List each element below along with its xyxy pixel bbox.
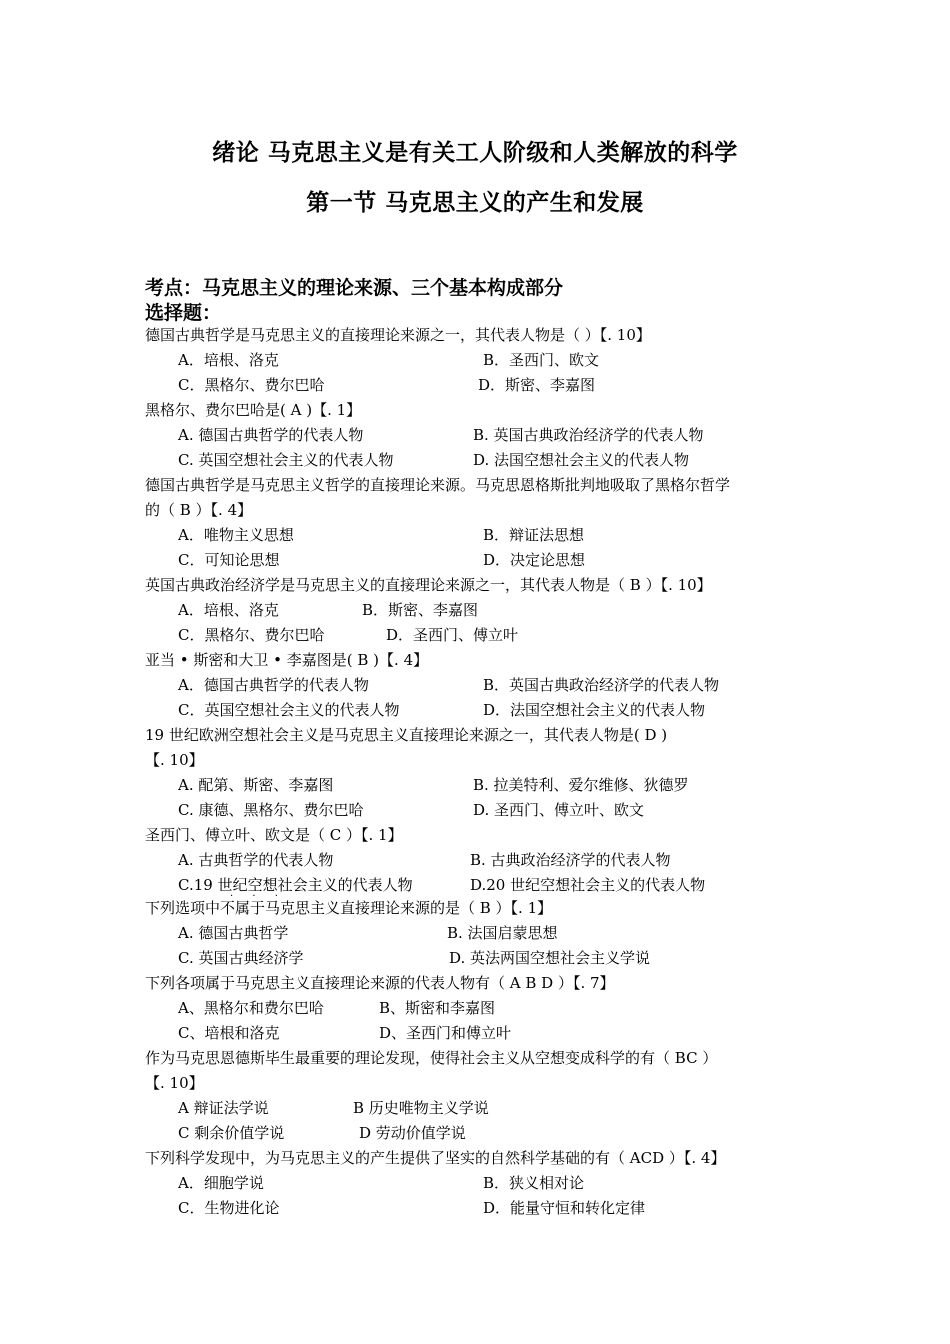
question-stem: 下列各项属于马克思主义直接理论来源的代表人物有（ A B D ）【. 7】 bbox=[145, 974, 615, 992]
question-stem: 下列科学发现中，为马克思主义的产生提供了坚实的自然科学基础的有（ ACD ）【. 4】 bbox=[145, 1149, 726, 1167]
option-a: A．细胞学说 bbox=[178, 1174, 264, 1192]
option-c: C．生物进化论 bbox=[178, 1199, 280, 1217]
option-b: B. 古典政治经济学的代表人物 bbox=[470, 851, 671, 869]
question-stem: 亚当 • 斯密和大卫 • 李嘉图是( B )【. 4】 bbox=[145, 651, 429, 669]
option-d: D. 法国空想社会主义的代表人物 bbox=[473, 451, 690, 469]
option-d: D. 圣西门、傅立叶、欧文 bbox=[473, 801, 645, 819]
option-a: A. 德国古典哲学的代表人物 bbox=[178, 426, 364, 444]
question-stem: 德国古典哲学是马克思主义哲学的直接理论来源。马克思恩格斯批判地吸取了黑格尔哲学 bbox=[145, 476, 731, 494]
option-a: A．培根、洛克 bbox=[178, 351, 279, 369]
option-a: A. 古典哲学的代表人物 bbox=[178, 851, 334, 869]
option-d: D、圣西门和傅立叶 bbox=[379, 1024, 512, 1042]
option-c: C. 英国古典经济学 bbox=[178, 949, 304, 967]
option-a: A．唯物主义思想 bbox=[178, 526, 294, 544]
question-stem: 19 世纪欧洲空想社会主义是马克思主义直接理论来源之一，其代表人物是( D ) bbox=[145, 726, 668, 744]
option-c: C 剩余价值学说 bbox=[178, 1124, 285, 1142]
option-d: D.20 世纪空想社会主义的代表人物 bbox=[470, 876, 706, 894]
option-b: B. 拉美特利、爱尔维修、狄德罗 bbox=[473, 776, 689, 794]
option-b: B．英国古典政治经济学的代表人物 bbox=[483, 676, 720, 694]
topic-heading: 考点：马克思主义的理论来源、三个基本构成部分 bbox=[145, 277, 564, 299]
option-b: B. 英国古典政治经济学的代表人物 bbox=[473, 426, 704, 444]
option-b: B．狭义相对论 bbox=[483, 1174, 585, 1192]
question-stem: 作为马克思恩德斯毕生最重要的理论发现，使得社会主义从空想变成科学的有（ BC ） bbox=[145, 1049, 718, 1067]
option-c: C．黑格尔、费尔巴哈 bbox=[178, 376, 325, 394]
question-stem-continued: 【. 10】 bbox=[145, 751, 204, 769]
option-b: B．辩证法思想 bbox=[483, 526, 585, 544]
option-b: B．斯密、李嘉图 bbox=[362, 601, 479, 619]
question-stem: 德国古典哲学是马克思主义的直接理论来源之一，其代表人物是（ ）【. 10】 bbox=[145, 326, 651, 344]
option-b: B. 法国启蒙思想 bbox=[447, 924, 558, 942]
option-b: B、斯密和李嘉图 bbox=[379, 999, 496, 1017]
option-c: C、培根和洛克 bbox=[178, 1024, 280, 1042]
question-type-heading: 选择题： bbox=[145, 302, 222, 324]
option-a: A．培根、洛克 bbox=[178, 601, 279, 619]
question-stem: 黑格尔、费尔巴哈是( A )【. 1】 bbox=[145, 401, 362, 419]
chapter-title: 绪论 马克思主义是有关工人阶级和人类解放的科学 bbox=[212, 140, 738, 166]
option-c: C. 英国空想社会主义的代表人物 bbox=[178, 451, 394, 469]
option-a: A．德国古典哲学的代表人物 bbox=[178, 676, 369, 694]
option-d: D．斯密、李嘉图 bbox=[478, 376, 596, 394]
option-c: C.19 世纪空想社会主义的代表人物 bbox=[178, 876, 413, 894]
option-d: D．法国空想社会主义的代表人物 bbox=[483, 701, 706, 719]
option-d: D．决定论思想 bbox=[483, 551, 586, 569]
option-c: C．英国空想社会主义的代表人物 bbox=[178, 701, 400, 719]
option-b: B 历史唯物主义学说 bbox=[353, 1099, 489, 1117]
option-d: D．能量守恒和转化定律 bbox=[483, 1199, 646, 1217]
question-stem: 下列选项中不属于马克思主义直接理论来源的是（ B ）【. 1】 bbox=[145, 899, 553, 917]
section-title: 第一节 马克思主义的产生和发展 bbox=[306, 190, 644, 216]
question-stem: 圣西门、傅立叶、欧文是（ C ）【. 1】 bbox=[145, 826, 403, 844]
option-a: A. 配第、斯密、李嘉图 bbox=[178, 776, 334, 794]
option-c: C. 康德、黑格尔、费尔巴哈 bbox=[178, 801, 364, 819]
question-stem-continued: 的（ B ）【. 4】 bbox=[145, 501, 253, 519]
option-d: D. 英法两国空想社会主义学说 bbox=[449, 949, 651, 967]
option-d: D．圣西门、傅立叶 bbox=[386, 626, 519, 644]
option-a: A、黑格尔和费尔巴哈 bbox=[178, 999, 324, 1017]
emphasis-dots: · · · bbox=[230, 891, 286, 902]
question-stem: 英国古典政治经济学是马克思主义的直接理论来源之一，其代表人物是（ B ）【. 10】 bbox=[145, 576, 712, 594]
option-a: A 辩证法学说 bbox=[178, 1099, 269, 1117]
option-d: D 劳动价值学说 bbox=[359, 1124, 466, 1142]
question-stem-continued: 【. 10】 bbox=[145, 1074, 204, 1092]
option-c: C．黑格尔、费尔巴哈 bbox=[178, 626, 325, 644]
option-b: B．圣西门、欧文 bbox=[483, 351, 600, 369]
option-a: A. 德国古典哲学 bbox=[178, 924, 289, 942]
option-c: C．可知论思想 bbox=[178, 551, 280, 569]
